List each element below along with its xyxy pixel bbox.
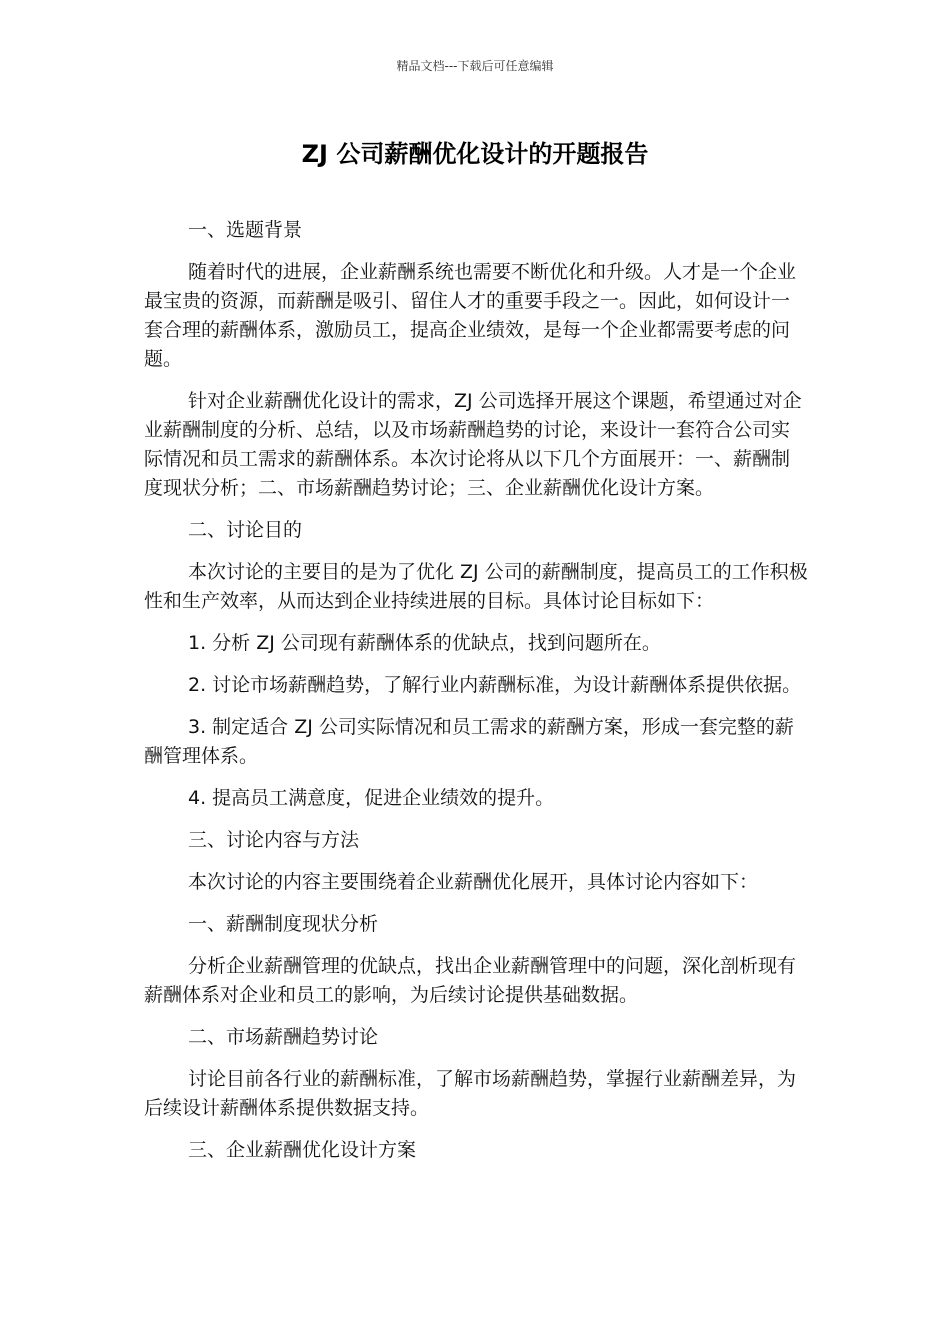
paragraph-project-intro: 针对企业薪酬优化设计的需求，ZJ 公司选择开展这个课题，希望通过对企业薪酬制度的分析、总结，以及市场薪酬趋势的讨论，来设计一套符合公司实际情况和员工需求的薪酬体系。本次讨论将从以下几个方面展开：一、薪酬制度现状分析；二、市场薪酬趋势讨论；三、企业薪酬优化设计方案。 xyxy=(144,390,802,499)
paragraph-market-trend: 讨论目前各行业的薪酬标准，了解市场薪酬趋势，掌握行业薪酬差异，为后续设计薪酬体系提供数据支持。 xyxy=(144,1068,797,1119)
paragraph-content-intro: 本次讨论的内容主要围绕着企业薪酬优化展开，具体讨论内容如下： xyxy=(188,871,759,893)
list-item-goal-2: 2. 讨论市场薪酬趋势，了解行业内薪酬标准，为设计薪酬体系提供依据。 xyxy=(188,674,802,696)
list-item-goal-3: 3. 制定适合 ZJ 公司实际情况和员工需求的薪酬方案，形成一套完整的薪酬管理体系。 xyxy=(144,716,794,767)
page-header-watermark: 精品文档---下载后可任意编辑 xyxy=(396,59,554,73)
paragraph-background: 随着时代的进展，企业薪酬系统也需要不断优化和升级。人才是一个企业最宝贵的资源，而薪酬是吸引、留住人才的重要手段之一。因此，如何设计一套合理的薪酬体系，激励员工，提高企业绩效，是每一个企业都需要考虑的问题。 xyxy=(144,261,797,370)
subheading-status-analysis: 一、薪酬制度现状分析 xyxy=(188,913,379,935)
subheading-market-trend: 二、市场薪酬趋势讨论 xyxy=(188,1026,379,1048)
document-body xyxy=(144,216,808,1178)
subheading-optimization-plan: 三、企业薪酬优化设计方案 xyxy=(188,1139,417,1161)
document-title: ZJ 公司薪酬优化设计的开题报告 xyxy=(301,140,649,168)
section-heading-purpose: 二、讨论目的 xyxy=(188,519,303,541)
section-heading-content-method: 三、讨论内容与方法 xyxy=(188,829,360,851)
paragraph-status-analysis: 分析企业薪酬管理的优缺点，找出企业薪酬管理中的问题，深化剖析现有薪酬体系对企业和员工的影响，为后续讨论提供基础数据。 xyxy=(144,955,797,1006)
paragraph-purpose: 本次讨论的主要目的是为了优化 ZJ 公司的薪酬制度，提高员工的工作积极性和生产效率，从而达到企业持续进展的目标。具体讨论目标如下： xyxy=(144,561,808,612)
section-heading-background: 一、选题背景 xyxy=(188,219,303,241)
list-item-goal-1: 1. 分析 ZJ 公司现有薪酬体系的优缺点，找到问题所在。 xyxy=(188,632,661,654)
list-item-goal-4: 4. 提高员工满意度，促进企业绩效的提升。 xyxy=(188,787,555,809)
